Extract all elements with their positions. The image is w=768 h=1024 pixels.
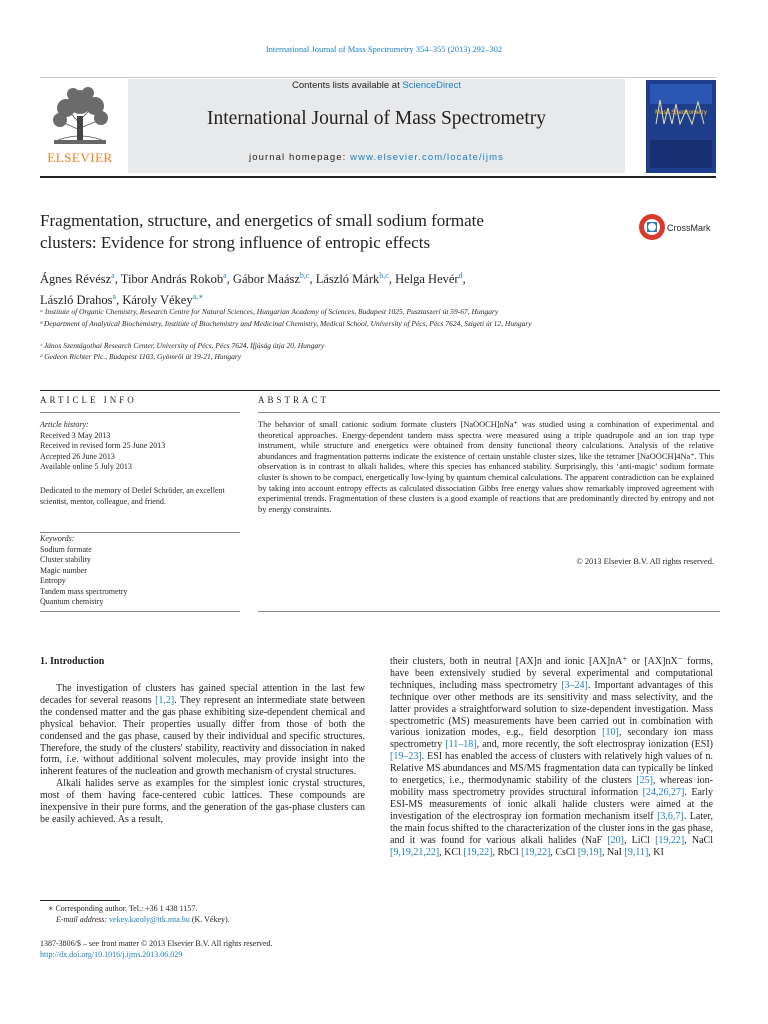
abstract-text: The behavior of small cationic sodium formate clusters [NaOOCH]nNa⁺ was studied using a combination of experimental and theoretical approaches. Energy-dependent tandem mass spectra were measured using a triple quadrupole and an ion trap type instrument, while structure and energetics were obtained from density functional theory calculations. Analysis of the relative abundances and fragmentation patterns indicate the existence of certain unstable cluster sizes, like the tetramer [NaOOCH]4Na⁺. This observation is in contrast to alkali halides, where this species has enhanced stability. Surprisingly, this ‘anti-magic’ sodium formate cluster is shown to be compact, energetically low-lying by quantum chemical calculations. The apparent contradiction can be explained by taking into account entropy effects as calculated dissociation Gibbs free energy values show remarkably improved agreement with experimental trends. Fragmentation of these clusters is a good example of reactions that are predominantly directed by entropy and not by energy constraints. xyxy=(258,420,714,514)
email-label: E-mail address: xyxy=(56,915,110,924)
journal-reference[interactable]: International Journal of Mass Spectrometry 354–355 (2013) 292–302 xyxy=(265,44,503,54)
body-text-run: their clusters, both in neutral [AX]n and ionic [AX]nA⁺ or [AX]nX⁻ forms, have been extensively studied by several experimental and computational techniques, including mass spectrometry xyxy=(390,656,713,691)
affiliation-d: ᵈ Gedeon Richter Plc., Budapest 1103, Gyömrői út 19-21, Hungary xyxy=(40,352,242,361)
body-text-run: , NaI xyxy=(602,846,625,858)
author-affil-marker[interactable]: a,∗ xyxy=(192,292,204,302)
author-name: Helga Hevér xyxy=(395,272,459,287)
article-title-line-1: Fragmentation, structure, and energetics of small sodium formate xyxy=(40,211,484,230)
author-affil-marker[interactable]: a xyxy=(223,271,227,280)
email-suffix: (K. Vékey). xyxy=(189,915,230,924)
article-info-end-rule xyxy=(40,611,240,612)
article-title-line-2: clusters: Evidence for strong influence of entropic effects xyxy=(40,233,431,252)
author-affil-marker[interactable]: b,c xyxy=(299,271,310,280)
body-paragraph: Alkali halides serve as examples for the simplest ionic crystal structures, most of them having face-centered cubic lattices. These compounds are inexpensive in their pure forms, and the generation of the gas-phase clusters can be easily achieved. As a result, xyxy=(40,778,365,825)
keywords-label: Keywords: xyxy=(40,534,75,543)
article-title xyxy=(40,210,630,254)
citation-link[interactable]: [3–24] xyxy=(561,679,588,691)
author-affil-marker[interactable]: b,c xyxy=(379,271,389,280)
copyright-notice: © 2013 Elsevier B.V. All rights reserved. xyxy=(576,557,714,566)
author-name: László Márk xyxy=(315,272,380,287)
author-name: Tibor András Rokob xyxy=(120,272,224,287)
body-paragraph xyxy=(40,683,365,778)
section-heading-introduction: 1. Introduction xyxy=(40,656,105,667)
doi-link[interactable]: http://dx.doi.org/10.1016/j.ijms.2013.06.029 xyxy=(40,950,183,959)
body-paragraph xyxy=(390,656,713,858)
body-text-run: , CsCl xyxy=(550,846,578,858)
citation-link[interactable]: [24,26,27] xyxy=(642,786,685,798)
homepage-link[interactable]: www.elsevier.com/locate/ijms xyxy=(350,152,504,163)
citation-link[interactable]: [20] xyxy=(607,834,624,846)
body-text-run: . Later, the main focus shifted to the characterization of the cluster ions in the gas phase, and it was found for various alkali halides (NaF xyxy=(390,810,713,846)
author-list: Ágnes Révész$^a$, Tibor András Rokob$^a$, Gábor Maász$^{b,c}$, László Márk$^{b,c}$, Helga Hevér$^d$, László Drahos$^a$, Károly Vékey$^{a,∗}$ xyxy=(40,271,466,308)
keyword: Magic number xyxy=(40,565,87,575)
homepage-prefix: journal homepage: xyxy=(249,152,351,163)
journal-title: International Journal of Mass Spectrometry xyxy=(207,108,546,129)
author-name: Károly Vékey xyxy=(122,293,193,308)
issn-line: 1387-3806/$ – see front matter © 2013 Elsevier B.V. All rights reserved. xyxy=(40,939,273,948)
keyword: Sodium formate xyxy=(40,544,92,554)
keywords-list xyxy=(40,534,240,608)
keywords-rule xyxy=(40,532,240,533)
affiliation-b: ᵇ Department of Analytical Biochemistry, Institute of Biochemistry and Medicinal Chemistry, Medical School, University of Pécs, Pécs 7624, Szigeti út 12, Hungary xyxy=(40,319,532,328)
corresponding-author-footnote xyxy=(40,903,365,925)
journal-cover-image[interactable] xyxy=(646,80,716,173)
citation-link[interactable]: [19–23] xyxy=(390,751,422,763)
citation-link[interactable]: [9,19] xyxy=(577,846,602,858)
history-online: Available online 5 July 2013 xyxy=(40,462,132,471)
masthead-top-rule xyxy=(40,77,716,78)
body-text-run: . Important advantages of this technique over other methods are its sensitivity and mass selectivity, and the latter provides a straightforward solution to size-dependent investigation. Mass spectrometric (MS) measurements have been carried out in combination with various ionization modes, e.g., field desorption xyxy=(390,679,713,739)
body-text-run: , secondary ion mass spectrometry xyxy=(390,727,713,751)
citation-link[interactable]: [3,6,7] xyxy=(657,810,684,822)
body-text-run: , and, more recently, the soft electrospray ionization (ESI) xyxy=(476,739,714,751)
body-text-run: . They represent an intermediate state between the condensed matter and the gas phase exhibiting size-dependent chemical and physical behavior. Their properties usually differ from those of both the condensed and the gas phase, caused by their individual and specific structures. Therefore, the study of the clusters' stability, reactivity and dissociation in naked form, i.e. without additional solvent molecules, may provide insight into the inherent features of the nucleation and growth mechanism of crystal structures. xyxy=(40,694,365,778)
abstract-heading: ABSTRACT xyxy=(258,395,330,405)
crossmark-label: CrossMark xyxy=(667,223,711,233)
citation-link[interactable]: [9,11] xyxy=(624,846,649,858)
article-info-rule xyxy=(40,412,240,413)
body-text-run: , whereas ion-mobility mass spectrometry provides structural information xyxy=(390,775,713,798)
body-text-run: , KI xyxy=(648,846,664,858)
body-column-right xyxy=(390,656,713,858)
citation-link[interactable]: [1,2] xyxy=(155,694,175,706)
article-info-heading: ARTICLE INFO xyxy=(40,395,137,405)
body-text-run: . ESI has enabled the access of clusters with relatively high values of n. Relative MS abundances and MS/MS fragmentation data can typically be linked to energetics, i.e., thermodynamic stability of the clusters xyxy=(390,751,713,787)
cover-title: Mass Spectrometry xyxy=(655,110,707,116)
elsevier-wordmark: ELSEVIER xyxy=(47,150,113,165)
body-text-run: , NaCl xyxy=(684,834,713,846)
citation-link[interactable]: [9,19,21,22] xyxy=(390,846,440,858)
footnote-rule xyxy=(40,900,120,901)
sciencedirect-link[interactable]: ScienceDirect xyxy=(402,80,461,91)
body-text-run: , LiCl xyxy=(623,834,656,846)
citation-link[interactable]: [19,22] xyxy=(521,846,551,858)
author-name: László Drahos xyxy=(40,293,113,308)
keyword: Tandem mass spectrometry xyxy=(40,586,128,596)
author-name: Gábor Maász xyxy=(232,272,300,287)
dedication: Dedicated to the memory of Detlef Schröder, an excellent scientist, mentor, colleague, and friend. xyxy=(40,486,225,506)
author-affil-marker[interactable]: a xyxy=(111,271,115,280)
body-text-run: , RbCl xyxy=(492,846,522,858)
footnote-star: ∗ Corresponding author. Tel.: +36 1 438 1157. xyxy=(48,904,198,913)
front-matter-divider xyxy=(40,390,720,391)
keyword: Quantum chemistry xyxy=(40,597,104,606)
author-affil-marker[interactable]: d xyxy=(458,271,463,280)
homepage-line xyxy=(128,152,625,163)
history-revised: Received in revised form 25 June 2013 xyxy=(40,441,166,450)
body-text-run: , KCl xyxy=(439,846,464,858)
history-accepted: Accepted 26 June 2013 xyxy=(40,451,115,461)
email-link[interactable]: vekey.karoly@ttk.mta.hu xyxy=(109,915,190,924)
author-name: Ágnes Révész xyxy=(40,272,112,287)
history-label: Article history: xyxy=(40,420,89,429)
history-received: Received 3 May 2013 xyxy=(40,430,111,440)
affiliation-c: ᶜ János Szentágothai Research Center, University of Pécs, Pécs 7624, Ifjúság útja 20, Hungary xyxy=(40,341,325,350)
citation-link[interactable]: [25] xyxy=(636,775,653,787)
keyword: Entropy xyxy=(40,576,66,585)
author-affil-marker[interactable]: a xyxy=(112,292,117,302)
contents-prefix: Contents lists available at xyxy=(292,80,403,91)
affiliation-a: ᵃ Institute of Organic Chemistry, Research Centre for Natural Sciences, Hungarian Academy of Sciences, Budapest 1025, Pusztaszeri út 59-67, Hungary xyxy=(40,307,499,316)
abstract-end-rule xyxy=(258,611,720,612)
body-column-left xyxy=(40,683,365,826)
citation-link[interactable]: [11–18] xyxy=(445,739,477,751)
issn-block xyxy=(40,938,365,960)
citation-link[interactable]: [10] xyxy=(602,727,619,739)
abstract-rule xyxy=(258,412,720,413)
citation-link[interactable]: [19,22] xyxy=(655,834,685,846)
contents-line xyxy=(128,80,625,91)
cover-graphic xyxy=(646,80,716,173)
keyword: Cluster stability xyxy=(40,555,91,564)
masthead-bottom-rule xyxy=(40,176,716,178)
article-history xyxy=(40,420,240,473)
body-text-run: The investigation of clusters has gained special attention in the last few decades for several reasons xyxy=(40,683,365,706)
body-text-run: . Early ESI-MS measurements of ionic alkali halide clusters were aimed at the investigation of the electrospray ion formation mechanism itself xyxy=(390,786,714,822)
citation-link[interactable]: [19,22] xyxy=(463,846,493,858)
